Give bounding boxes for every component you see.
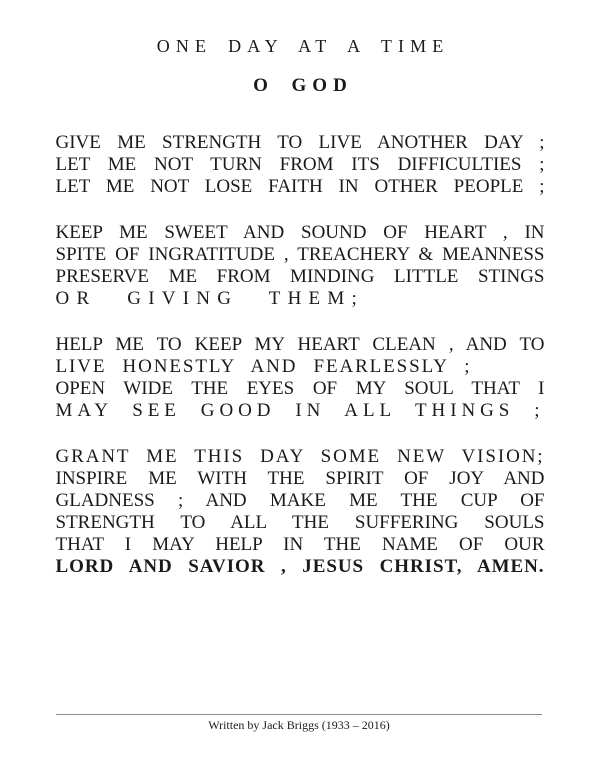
poem-line: LIVE HONESTLY AND FEARLESSLY ; — [55, 356, 472, 377]
poem-line: SPITE OF INGRATITUDE , TREACHERY & MEANNESS — [55, 244, 545, 265]
poem-line: PRESERVE ME FROM MINDING LITTLE STINGS — [55, 266, 545, 287]
poem-line: OPEN WIDE THE EYES OF MY SOUL THAT I — [55, 378, 545, 399]
poem-line: GLADNESS ; AND MAKE ME THE CUP OF — [55, 490, 545, 511]
poem-body — [56, 132, 545, 578]
poem-line: LET ME NOT LOSE FAITH IN OTHER PEOPLE ; — [55, 176, 545, 197]
poem-line: INSPIRE ME WITH THE SPIRIT OF JOY AND — [55, 468, 545, 489]
poem-line: GRANT ME THIS DAY SOME NEW VISION; — [55, 446, 545, 467]
poem-line: KEEP ME SWEET AND SOUND OF HEART , IN — [55, 222, 545, 243]
footer-rule — [56, 714, 542, 732]
poem-line: THAT I MAY HELP IN THE NAME OF OUR — [55, 534, 545, 555]
poem-line: LET ME NOT TURN FROM ITS DIFFICULTIES ; — [55, 154, 545, 175]
poem-line: HELP ME TO KEEP MY HEART CLEAN , AND TO — [55, 334, 545, 355]
stanza-3 — [56, 334, 545, 422]
poem-subtitle: O GOD — [253, 75, 353, 96]
stanza-2 — [56, 222, 545, 310]
page-title: ONE DAY AT A TIME — [156, 36, 450, 56]
stanza-1 — [56, 132, 545, 198]
poem-line: MAY SEE GOOD IN ALL THINGS ; — [55, 400, 545, 421]
poem-line: STRENGTH TO ALL THE SUFFERING SOULS — [55, 512, 545, 533]
stanza-4 — [56, 446, 545, 578]
footer-credit: Written by Jack Briggs (1933 – 2016) — [208, 718, 390, 732]
poem-line: GIVE ME STRENGTH TO LIVE ANOTHER DAY ; — [55, 132, 545, 153]
poem-line: LORD AND SAVIOR , JESUS CHRIST, AMEN. — [55, 556, 545, 577]
poem-line: OR GIVING THEM; — [55, 288, 364, 309]
